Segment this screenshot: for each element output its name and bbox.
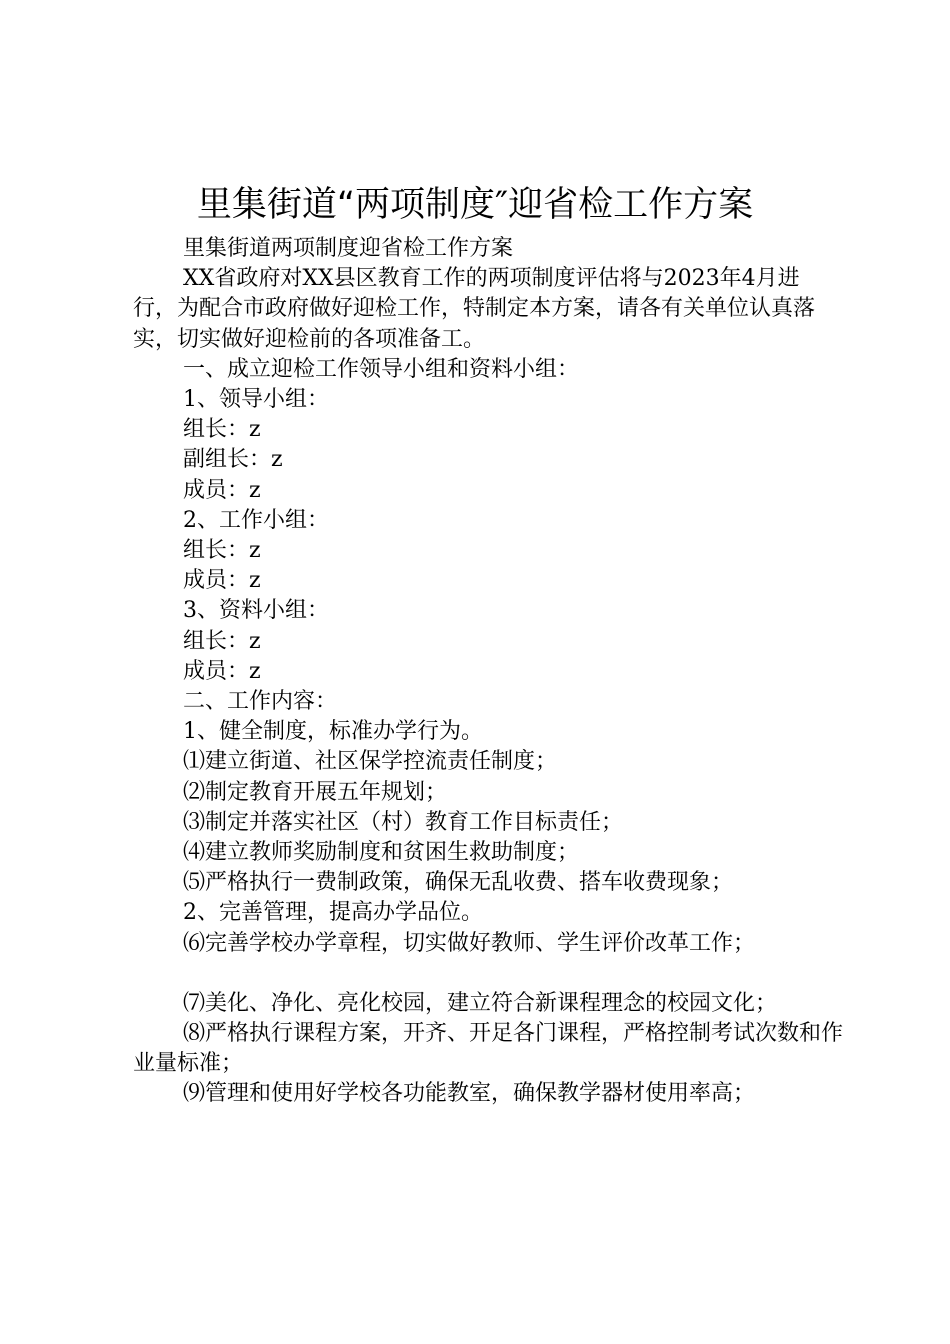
subsection-heading: 1、健全制度，标准办学行为。 (183, 719, 483, 745)
list-item: ⑹完善学校办学章程，切实做好教师、学生评价改革工作； (183, 930, 756, 956)
list-item: ⑷建立教师奖励制度和贫困生救助制度； (183, 840, 580, 866)
list-item: ⑵制定教育开展五年规划； (183, 779, 448, 805)
subsection-heading: 2、完善管理，提高办学品位。 (183, 900, 483, 926)
list-item: ⑺美化、净化、亮化校园，建立符合新课程理念的校园文化； (183, 990, 778, 1016)
list-item: ⑴建立街道、社区保学控流责任制度； (183, 749, 558, 775)
leader-line: 组长：z (183, 538, 261, 564)
blank-line (133, 959, 843, 989)
list-item: ⑼管理和使用好学校各功能教室，确保教学器材使用率高； (183, 1081, 756, 1107)
subsection-leadership-group: 1、领导小组： (183, 387, 329, 413)
section-heading-2: 二、工作内容： (183, 689, 338, 715)
leader-line: 组长：z (183, 417, 261, 443)
deputy-leader-line: 副组长：z (183, 447, 283, 473)
paragraph-intro: XX省政府对XX县区教育工作的两项制度评估将与2023年4月进行，为配合市政府做好迎检工作，特制定本方案，请各有关单位认真落实，切实做好迎检前的各项准备工。 (133, 266, 816, 352)
subsection-materials-group: 3、资料小组： (183, 598, 329, 624)
leader-line: 组长：z (183, 628, 261, 654)
members-line: 成员：z (183, 568, 261, 594)
list-item: ⑻严格执行课程方案，开齐、开足各门课程，严格控制考试次数和作业量标准； (133, 1021, 844, 1077)
document-title: 里集街道“两项制度″迎省检工作方案 (196, 185, 754, 225)
section-heading-1: 一、成立迎检工作领导小组和资料小组： (183, 356, 580, 382)
members-line: 成员：z (183, 658, 261, 684)
list-item: ⑸严格执行一费制政策，确保无乱收费、搭车收费现象； (183, 870, 734, 896)
subsection-work-group: 2、工作小组： (183, 507, 329, 533)
paragraph-subtitle: 里集街道两项制度迎省检工作方案 (183, 236, 514, 261)
members-line: 成员：z (183, 477, 261, 503)
list-item: ⑶制定并落实社区（村）教育工作目标责任； (183, 809, 624, 835)
document-body (133, 234, 843, 1110)
